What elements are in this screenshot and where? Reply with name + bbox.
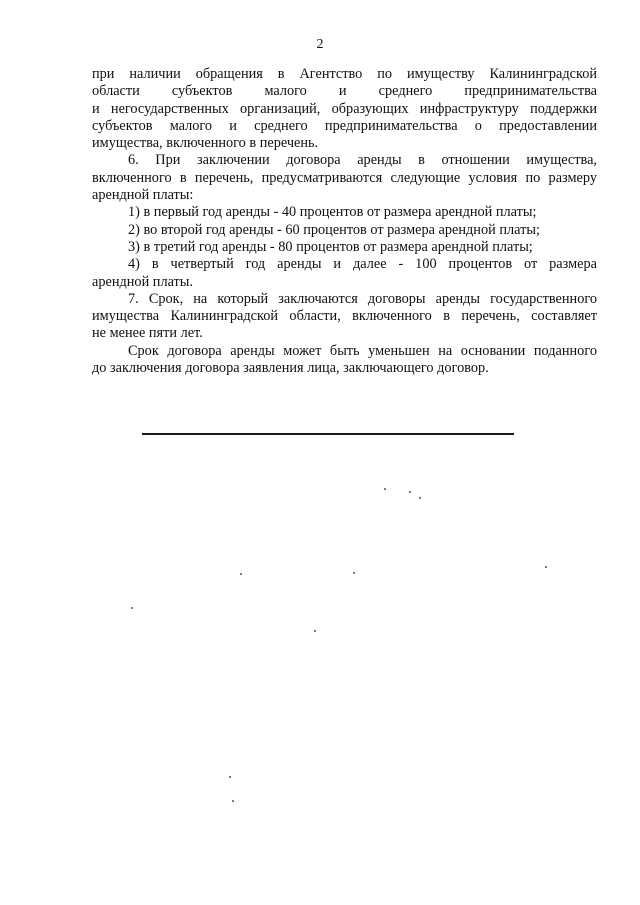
scan-speck [314, 630, 316, 632]
text-line: Срок договора аренды может быть уменьшен на основании поданного [128, 342, 597, 359]
document-body [92, 66, 597, 377]
scan-speck [353, 572, 355, 574]
separator-rule [142, 433, 514, 435]
scan-speck [409, 491, 411, 493]
text-line: 2) во второй год аренды - 60 процентов от размера арендной платы; [128, 221, 540, 238]
text-line: при наличии обращения в Агентство по имуществу Калининградской [92, 66, 597, 82]
text-line: арендной платы: [92, 187, 194, 204]
scan-speck [384, 488, 386, 490]
text-line: арендной платы. [92, 273, 193, 290]
text-line: имущества, включенного в перечень. [92, 135, 319, 152]
scan-speck [545, 566, 547, 568]
text-line: включенного в перечень, предусматриваются следующие условия по размеру [92, 169, 597, 186]
text-line: 7. Срок, на который заключаются договоры аренды государственного [128, 290, 597, 307]
text-line: имущества Калининградской области, включенного в перечень, составляет [92, 308, 597, 325]
text-line: до заключения договора заявления лица, заключающего договор. [92, 360, 489, 377]
scan-speck [240, 573, 242, 575]
text-line: и негосударственных организаций, образующих инфраструктуру поддержки [92, 100, 597, 117]
scan-speck [131, 607, 133, 609]
scan-speck [229, 776, 231, 778]
scan-speck [232, 800, 234, 802]
text-line: 6. При заключении договора аренды в отношении имущества, [128, 152, 597, 169]
scan-speck [419, 497, 421, 499]
text-line: субъектов малого и среднего предпринимательства о предоставлении [92, 117, 597, 134]
text-line: 4) в четвертый год аренды и далее - 100 процентов от размера [128, 256, 597, 273]
text-line: 1) в первый год аренды - 40 процентов от размера арендной платы; [128, 204, 537, 221]
text-line: 3) в третий год аренды - 80 процентов от размера арендной платы; [128, 238, 533, 255]
text-line: не менее пяти лет. [92, 325, 203, 342]
text-line: области субъектов малого и среднего предпринимательства [92, 83, 597, 100]
page-number: 2 [316, 37, 324, 52]
